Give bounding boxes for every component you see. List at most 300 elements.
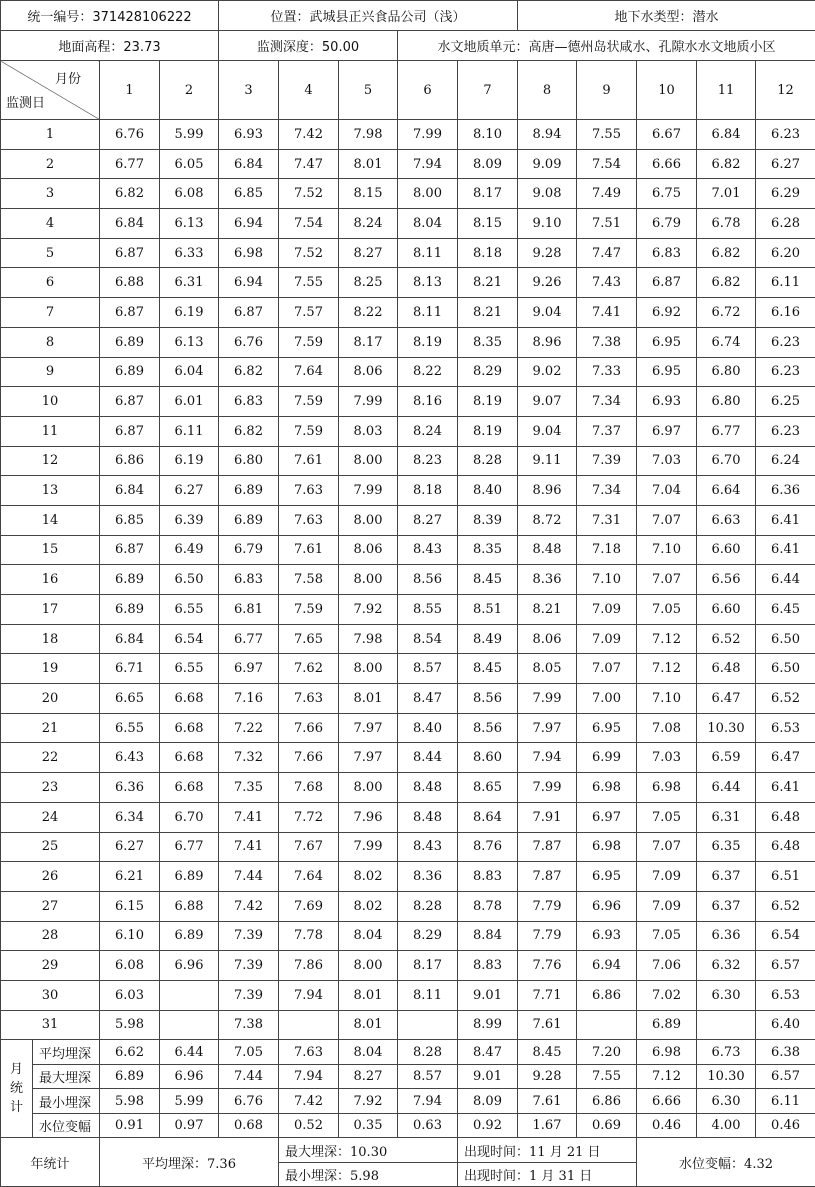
depth-cell: 8.01 [339, 149, 398, 179]
day-cell: 10 [1, 387, 100, 417]
depth-cell: 6.48 [697, 654, 756, 684]
depth-cell [398, 1010, 458, 1040]
day-cell: 12 [1, 446, 100, 476]
depth-cell: 7.59 [279, 416, 339, 446]
depth-cell: 8.24 [398, 416, 458, 446]
day-cell: 9 [1, 357, 100, 387]
depth-cell: 7.55 [279, 268, 339, 298]
depth-cell: 7.41 [577, 298, 637, 328]
depth-cell: 8.40 [458, 476, 518, 506]
depth-cell: 7.31 [577, 505, 637, 535]
depth-cell: 6.21 [100, 862, 160, 892]
depth-cell: 6.89 [100, 327, 160, 357]
day-cell: 2 [1, 149, 100, 179]
stat-cell: 6.11 [756, 1089, 815, 1114]
stat-cell: 7.94 [398, 1089, 458, 1114]
depth-cell: 7.05 [637, 595, 697, 625]
depth-cell: 6.34 [100, 802, 160, 832]
depth-cell: 6.43 [100, 743, 160, 773]
depth-cell: 8.18 [458, 238, 518, 268]
depth-cell: 7.71 [518, 980, 577, 1010]
depth-cell: 6.97 [577, 802, 637, 832]
table-row [1, 1010, 815, 1040]
depth-cell: 6.55 [160, 654, 219, 684]
depth-cell: 6.68 [160, 684, 219, 714]
depth-cell: 6.93 [637, 387, 697, 417]
table-row [1, 565, 815, 595]
depth-cell: 9.09 [518, 149, 577, 179]
depth-cell: 6.44 [756, 565, 815, 595]
depth-cell: 6.60 [697, 595, 756, 625]
depth-cell: 6.33 [160, 238, 219, 268]
depth-cell: 7.98 [339, 120, 398, 150]
table-row [1, 476, 815, 506]
depth-cell: 7.39 [219, 951, 279, 981]
depth-cell: 8.35 [458, 535, 518, 565]
depth-cell: 6.15 [100, 891, 160, 921]
depth-cell: 7.12 [637, 654, 697, 684]
depth-cell: 6.93 [219, 120, 279, 150]
table-row [1, 209, 815, 239]
depth-cell: 6.94 [219, 209, 279, 239]
stat-cell: 0.46 [756, 1113, 815, 1138]
depth-cell: 8.49 [458, 624, 518, 654]
depth-cell: 7.99 [339, 476, 398, 506]
depth-cell: 6.60 [697, 535, 756, 565]
depth-cell: 7.07 [637, 832, 697, 862]
depth-cell: 7.69 [279, 891, 339, 921]
depth-cell: 10.30 [697, 713, 756, 743]
day-cell: 19 [1, 654, 100, 684]
day-cell: 6 [1, 268, 100, 298]
month-header: 11 [697, 61, 756, 120]
day-cell: 29 [1, 951, 100, 981]
depth-cell: 6.11 [160, 416, 219, 446]
depth-cell: 8.21 [458, 298, 518, 328]
depth-cell: 6.23 [756, 327, 815, 357]
stat-label: 平均埋深 [33, 1040, 100, 1065]
depth-cell: 6.84 [100, 209, 160, 239]
depth-cell: 7.99 [398, 120, 458, 150]
day-cell: 30 [1, 980, 100, 1010]
depth-cell: 7.33 [577, 357, 637, 387]
stat-cell: 0.69 [577, 1113, 637, 1138]
depth-cell: 6.47 [756, 743, 815, 773]
depth-cell: 7.99 [339, 832, 398, 862]
depth-cell: 6.95 [637, 357, 697, 387]
depth-cell: 7.07 [637, 565, 697, 595]
depth-cell: 6.47 [697, 684, 756, 714]
depth-cell: 9.10 [518, 209, 577, 239]
day-axis-label: 监测日 [6, 92, 45, 111]
stat-cell: 6.62 [100, 1040, 160, 1065]
depth-cell: 5.98 [100, 1010, 160, 1040]
day-cell: 21 [1, 713, 100, 743]
table-row [1, 891, 815, 921]
depth-cell: 7.64 [279, 357, 339, 387]
day-cell: 8 [1, 327, 100, 357]
depth-cell: 6.13 [160, 327, 219, 357]
depth-cell: 7.57 [279, 298, 339, 328]
depth-cell: 8.54 [398, 624, 458, 654]
depth-cell: 6.83 [219, 387, 279, 417]
depth-cell: 6.05 [160, 149, 219, 179]
annual-label: 年统计 [1, 1138, 100, 1187]
depth-cell: 8.39 [458, 505, 518, 535]
stat-cell: 0.91 [100, 1113, 160, 1138]
depth-cell: 6.92 [637, 298, 697, 328]
day-cell: 7 [1, 298, 100, 328]
table-row [1, 624, 815, 654]
depth-cell: 8.28 [398, 891, 458, 921]
month-header: 3 [219, 61, 279, 120]
depth-cell: 6.55 [100, 713, 160, 743]
month-header: 12 [756, 61, 815, 120]
depth-cell: 9.01 [458, 980, 518, 1010]
depth-cell: 7.16 [219, 684, 279, 714]
depth-cell: 7.78 [279, 921, 339, 951]
depth-cell: 7.03 [637, 446, 697, 476]
depth-cell: 6.66 [637, 149, 697, 179]
depth-cell: 6.45 [756, 595, 815, 625]
table-row [1, 802, 815, 832]
day-cell: 18 [1, 624, 100, 654]
depth-cell: 6.89 [219, 476, 279, 506]
depth-cell: 8.78 [458, 891, 518, 921]
depth-cell: 8.48 [518, 535, 577, 565]
depth-cell: 6.96 [160, 951, 219, 981]
depth-cell: 8.00 [339, 654, 398, 684]
depth-cell: 8.00 [339, 951, 398, 981]
stat-label: 最大埋深 [33, 1064, 100, 1089]
stat-cell: 6.38 [756, 1040, 815, 1065]
day-cell: 17 [1, 595, 100, 625]
depth-cell: 6.27 [160, 476, 219, 506]
depth-cell: 8.02 [339, 891, 398, 921]
stat-cell: 1.67 [518, 1113, 577, 1138]
stat-cell: 8.27 [339, 1064, 398, 1089]
depth-cell: 6.88 [100, 268, 160, 298]
annual-max-time: 出现时间：11 月 21 日 [458, 1138, 637, 1163]
depth-cell: 6.87 [100, 298, 160, 328]
depth-cell: 7.54 [279, 209, 339, 239]
depth-cell: 6.89 [100, 357, 160, 387]
depth-cell: 7.68 [279, 773, 339, 803]
stat-cell: 6.96 [160, 1064, 219, 1089]
stat-cell: 7.44 [219, 1064, 279, 1089]
depth-cell: 7.87 [518, 862, 577, 892]
depth-cell: 7.34 [577, 476, 637, 506]
depth-cell: 7.43 [577, 268, 637, 298]
stat-cell: 7.55 [577, 1064, 637, 1089]
depth-cell: 6.77 [100, 149, 160, 179]
depth-cell: 8.17 [458, 179, 518, 209]
depth-cell: 8.84 [458, 921, 518, 951]
depth-cell: 6.36 [697, 921, 756, 951]
depth-cell: 6.82 [100, 179, 160, 209]
stat-cell: 5.99 [160, 1089, 219, 1114]
depth-cell: 7.94 [279, 980, 339, 1010]
stat-cell: 7.92 [339, 1089, 398, 1114]
day-cell: 22 [1, 743, 100, 773]
annual-row [1, 1138, 815, 1163]
depth-cell: 8.40 [398, 713, 458, 743]
depth-cell: 8.19 [458, 416, 518, 446]
stats-row [1, 1089, 815, 1114]
depth-cell: 7.61 [518, 1010, 577, 1040]
depth-cell: 6.08 [160, 179, 219, 209]
monthly-stats-label [1, 1040, 33, 1138]
stat-cell: 8.04 [339, 1040, 398, 1065]
depth-cell: 7.42 [279, 120, 339, 150]
depth-cell: 6.89 [160, 862, 219, 892]
depth-cell: 6.57 [756, 951, 815, 981]
depth-cell: 8.22 [339, 298, 398, 328]
depth-cell: 7.41 [219, 832, 279, 862]
depth-cell: 6.20 [756, 238, 815, 268]
depth-cell: 7.64 [279, 862, 339, 892]
depth-cell: 7.38 [219, 1010, 279, 1040]
depth-cell: 6.79 [219, 535, 279, 565]
table-row [1, 149, 815, 179]
day-cell: 24 [1, 802, 100, 832]
depth-cell: 7.07 [577, 654, 637, 684]
table-row [1, 832, 815, 862]
depth-cell: 8.48 [398, 802, 458, 832]
depth-cell: 8.24 [339, 209, 398, 239]
depth-cell: 6.48 [756, 802, 815, 832]
depth-cell: 6.35 [697, 832, 756, 862]
table-row [1, 535, 815, 565]
month-header: 2 [160, 61, 219, 120]
depth-cell: 6.97 [219, 654, 279, 684]
depth-cell: 6.13 [160, 209, 219, 239]
depth-cell: 7.65 [279, 624, 339, 654]
day-cell: 28 [1, 921, 100, 951]
depth-cell: 6.75 [637, 179, 697, 209]
depth-cell: 6.87 [100, 416, 160, 446]
depth-cell: 8.03 [339, 416, 398, 446]
depth-cell: 8.65 [458, 773, 518, 803]
depth-cell: 6.19 [160, 446, 219, 476]
depth-cell: 7.97 [339, 743, 398, 773]
depth-cell: 6.99 [577, 743, 637, 773]
depth-cell: 7.42 [219, 891, 279, 921]
depth-cell: 7.61 [279, 535, 339, 565]
stat-cell: 0.35 [339, 1113, 398, 1138]
depth-cell: 6.44 [697, 773, 756, 803]
depth-cell: 8.01 [339, 980, 398, 1010]
table-row [1, 862, 815, 892]
depth-cell: 8.45 [458, 654, 518, 684]
depth-cell: 6.87 [219, 298, 279, 328]
depth-cell: 8.29 [458, 357, 518, 387]
depth-cell: 8.11 [398, 298, 458, 328]
depth-cell: 7.67 [279, 832, 339, 862]
depth-cell: 6.70 [697, 446, 756, 476]
depth-cell: 8.60 [458, 743, 518, 773]
depth-cell: 7.52 [279, 238, 339, 268]
table-row [1, 595, 815, 625]
depth-cell: 6.98 [219, 238, 279, 268]
depth-cell: 8.94 [518, 120, 577, 150]
depth-cell: 6.81 [219, 595, 279, 625]
depth-cell: 6.48 [756, 832, 815, 862]
depth-cell: 7.05 [637, 921, 697, 951]
stat-cell: 9.28 [518, 1064, 577, 1089]
depth-cell: 8.19 [458, 387, 518, 417]
stat-cell: 0.63 [398, 1113, 458, 1138]
monthly-stats-char: 月 [10, 1060, 23, 1079]
depth-cell: 7.49 [577, 179, 637, 209]
depth-cell: 9.04 [518, 298, 577, 328]
depth-cell: 6.78 [697, 209, 756, 239]
depth-cell: 6.85 [100, 505, 160, 535]
depth-cell: 8.99 [458, 1010, 518, 1040]
depth-cell: 8.56 [458, 684, 518, 714]
table-row [1, 773, 815, 803]
depth-cell: 8.28 [458, 446, 518, 476]
day-cell: 27 [1, 891, 100, 921]
depth-cell: 6.51 [756, 862, 815, 892]
stat-cell: 0.52 [279, 1113, 339, 1138]
stat-cell: 7.05 [219, 1040, 279, 1065]
depth-cell: 9.04 [518, 416, 577, 446]
depth-cell: 8.15 [339, 179, 398, 209]
depth-cell: 8.18 [398, 476, 458, 506]
depth-cell: 7.08 [637, 713, 697, 743]
depth-cell: 7.38 [577, 327, 637, 357]
stat-cell: 0.97 [160, 1113, 219, 1138]
depth-cell: 6.77 [697, 416, 756, 446]
depth-cell: 8.43 [398, 832, 458, 862]
depth-cell: 8.21 [458, 268, 518, 298]
depth-cell: 6.41 [756, 773, 815, 803]
table-row [1, 238, 815, 268]
table-row [1, 980, 815, 1010]
depth-cell: 8.48 [398, 773, 458, 803]
table-row [1, 357, 815, 387]
depth-cell: 7.63 [279, 684, 339, 714]
stat-cell: 7.12 [637, 1064, 697, 1089]
annual-min-depth: 最小埋深：5.98 [279, 1162, 458, 1187]
day-cell: 4 [1, 209, 100, 239]
month-header: 4 [279, 61, 339, 120]
depth-cell [697, 1010, 756, 1040]
depth-cell: 7.99 [518, 684, 577, 714]
stat-cell: 6.76 [219, 1089, 279, 1114]
depth-cell: 7.63 [279, 505, 339, 535]
header-corner [1, 61, 100, 120]
depth-cell: 7.55 [577, 120, 637, 150]
depth-cell: 8.83 [458, 862, 518, 892]
depth-cell: 8.01 [339, 1010, 398, 1040]
stat-cell: 8.09 [458, 1089, 518, 1114]
day-cell: 16 [1, 565, 100, 595]
depth-cell: 7.09 [577, 595, 637, 625]
depth-cell: 8.09 [458, 149, 518, 179]
depth-cell: 7.79 [518, 921, 577, 951]
depth-cell: 6.88 [160, 891, 219, 921]
day-cell: 3 [1, 179, 100, 209]
depth-cell: 6.52 [756, 891, 815, 921]
depth-cell: 7.44 [219, 862, 279, 892]
depth-cell: 9.11 [518, 446, 577, 476]
depth-cell: 6.82 [219, 416, 279, 446]
depth-cell: 6.27 [100, 832, 160, 862]
depth-cell: 6.53 [756, 980, 815, 1010]
depth-cell: 8.96 [518, 476, 577, 506]
stat-cell: 6.66 [637, 1089, 697, 1114]
depth-cell: 7.09 [637, 891, 697, 921]
depth-cell: 6.74 [697, 327, 756, 357]
month-axis-label: 月份 [55, 68, 81, 87]
stat-cell: 7.61 [518, 1089, 577, 1114]
stat-cell: 4.00 [697, 1113, 756, 1138]
table-row [1, 505, 815, 535]
depth-cell: 6.83 [219, 565, 279, 595]
depth-cell: 6.41 [756, 505, 815, 535]
month-header: 10 [637, 61, 697, 120]
depth-cell: 6.96 [577, 891, 637, 921]
depth-cell: 9.08 [518, 179, 577, 209]
depth-cell: 8.11 [398, 980, 458, 1010]
depth-cell: 7.51 [577, 209, 637, 239]
stat-cell: 6.57 [756, 1064, 815, 1089]
monitoring-depth: 监测深度：50.00 [219, 31, 398, 61]
depth-cell: 7.37 [577, 416, 637, 446]
depth-cell: 8.04 [339, 921, 398, 951]
depth-cell: 7.05 [637, 802, 697, 832]
depth-cell: 8.16 [398, 387, 458, 417]
table-row [1, 298, 815, 328]
stat-cell: 7.42 [279, 1089, 339, 1114]
table-row [1, 921, 815, 951]
depth-cell: 6.23 [756, 357, 815, 387]
depth-cell: 8.17 [398, 951, 458, 981]
depth-cell: 6.80 [697, 357, 756, 387]
annual-min-time: 出现时间：1 月 31 日 [458, 1162, 637, 1187]
month-header: 1 [100, 61, 160, 120]
depth-cell: 6.79 [637, 209, 697, 239]
depth-cell: 8.00 [339, 773, 398, 803]
depth-cell: 7.99 [339, 387, 398, 417]
depth-cell: 7.58 [279, 565, 339, 595]
depth-cell: 6.50 [160, 565, 219, 595]
day-cell: 14 [1, 505, 100, 535]
depth-cell: 8.00 [398, 179, 458, 209]
depth-cell: 6.84 [100, 476, 160, 506]
depth-cell: 6.84 [697, 120, 756, 150]
depth-cell: 7.18 [577, 535, 637, 565]
day-cell: 20 [1, 684, 100, 714]
stat-cell: 9.01 [458, 1064, 518, 1089]
depth-cell: 8.06 [339, 535, 398, 565]
depth-cell: 8.56 [458, 713, 518, 743]
depth-cell: 8.11 [398, 238, 458, 268]
depth-cell: 6.04 [160, 357, 219, 387]
depth-cell: 6.89 [100, 595, 160, 625]
depth-cell: 6.98 [577, 832, 637, 862]
depth-cell: 6.27 [756, 149, 815, 179]
table-row [1, 713, 815, 743]
depth-cell: 7.62 [279, 654, 339, 684]
depth-cell: 7.04 [637, 476, 697, 506]
stat-cell: 7.94 [279, 1064, 339, 1089]
depth-cell: 8.22 [398, 357, 458, 387]
depth-cell: 6.65 [100, 684, 160, 714]
depth-cell [160, 980, 219, 1010]
